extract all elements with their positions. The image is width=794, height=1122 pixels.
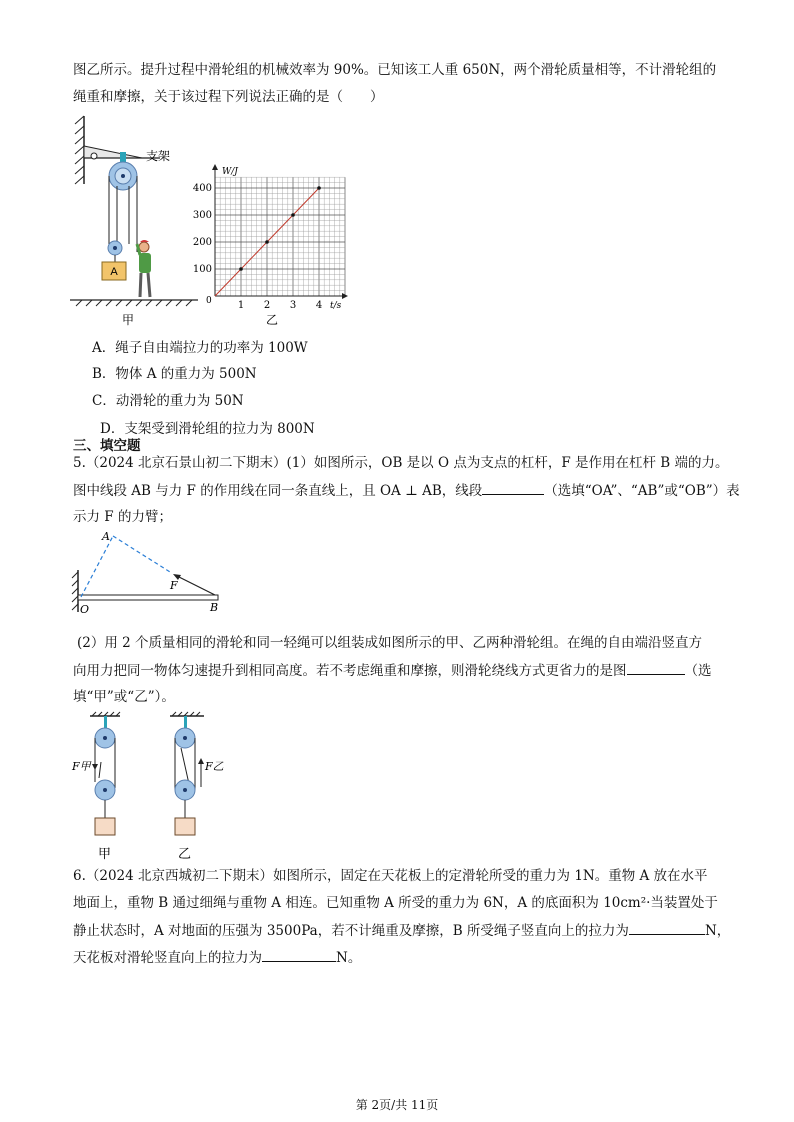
q4-figure-jia (70, 112, 200, 327)
lever-label-a: A (102, 530, 110, 543)
q6-text-line4 (73, 947, 361, 968)
q6-text-line3-end: N， (704, 923, 731, 939)
block-a-label: A (110, 266, 118, 278)
q5-part2-line2-start: 向用力把同一物体匀速提升到相同高度。若不考虑绳重和摩擦，则滑轮绕线方式更省力的是图 (73, 663, 627, 679)
q4-text-line2: 绳重和摩擦，关于该过程下列说法正确的是（ ） (73, 89, 384, 105)
page-footer: 第 2页/共 11页 (355, 1098, 439, 1112)
q6-text-line2: 地面上，重物 B 通过细绳与重物 A 相连。已知重物 A 所受的重力为 6N，A 的底面积为 10cm²·当装置处于 (73, 895, 718, 911)
y-axis-label: W/J (222, 167, 238, 177)
section-title: 三、填空题 (73, 438, 141, 454)
q6-text-line3-start: 静止状态时，A 对地面的压强为 3500Pa，若不计绳重及摩擦，B 所受绳子竖直向上的拉力为 (73, 923, 629, 939)
data-point (239, 267, 243, 271)
figure-jia-caption: 甲 (122, 313, 135, 327)
data-point (291, 213, 295, 217)
lever-label-b: B (210, 601, 219, 614)
q5-pulley-figures (70, 712, 240, 862)
q5-text-line3: 示力 F 的力臂； (73, 509, 172, 525)
figure-yi-caption: 乙 (266, 313, 279, 327)
lever-label-f: F (170, 579, 178, 592)
q5-lever-figure (70, 530, 230, 615)
q6-text-line4-start: 天花板对滑轮竖直向上的拉力为 (73, 950, 262, 966)
pulley-caption-yi: 乙 (178, 847, 192, 862)
q5-part2-line2-end: （选 (684, 663, 712, 679)
origin-label: 0 (206, 296, 212, 306)
force-label-jia: F甲 (72, 760, 91, 773)
y-tick-label: 300 (192, 210, 212, 221)
q4-option-b[interactable]: B．物体 A 的重力为 500N (92, 366, 257, 382)
q4-option-d[interactable]: D．支架受到滑轮组的拉力为 800N (100, 421, 315, 437)
pulley-caption-jia: 甲 (98, 847, 112, 862)
lever-label-o: O (80, 603, 90, 616)
q5-text-line2-end: （选填“OA”、“AB”或“OB”）表 (544, 483, 740, 499)
q5-part2-line1: (2）用 2 个质量相同的滑轮和同一轻绳可以组装成如图所示的甲、乙两种滑轮组。在绳的自由端沿竖直方 (77, 635, 703, 651)
x-axis-label: t/s (330, 301, 342, 311)
q5-blank-1[interactable] (482, 480, 544, 495)
q6-blank-1[interactable] (629, 920, 705, 935)
x-tick-label: 4 (315, 300, 323, 311)
y-axis-arrow (212, 164, 218, 170)
support-label: 支架 (146, 149, 171, 163)
q6-text-line3 (73, 920, 730, 941)
data-point (265, 240, 269, 244)
q6-text-line4-end: N。 (336, 950, 362, 966)
q4-option-c[interactable]: C．动滑轮的重力为 50N (92, 393, 244, 409)
x-tick-label: 3 (289, 300, 297, 311)
q4-text-line1: 图乙所示。提升过程中滑轮组的机械效率为 90%。已知该工人重 650N，两个滑轮质量相等，不计滑轮组的 (73, 62, 717, 78)
q5-text-line1: 5.（2024 北京石景山初二下期末）(1）如图所示，OB 是以 O 点为支点的杠杆，F 是作用在杠杆 B 端的力。 (73, 455, 729, 471)
q5-text-line2 (73, 480, 740, 501)
q6-text-line1: 6.（2024 北京西城初二下期末）如图所示，固定在天花板上的定滑轮所受的重力为 1N。重物 A 放在水平 (73, 868, 708, 884)
y-tick-label: 400 (192, 183, 212, 194)
x-tick-label: 1 (237, 300, 245, 311)
q5-part2-line3: 填“甲”或“乙”）。 (73, 689, 175, 705)
data-point (317, 186, 321, 190)
x-tick-label: 2 (263, 300, 271, 311)
y-tick-label: 200 (192, 237, 212, 248)
q6-blank-2[interactable] (262, 947, 336, 962)
chart-grid (215, 177, 345, 296)
force-label-yi: F乙 (205, 760, 224, 773)
q5-text-line2-start: 图中线段 AB 与力 F 的作用线在同一条直线上，且 OA ⊥ AB，线段 (73, 483, 483, 499)
y-tick-label: 100 (192, 264, 212, 275)
q5-blank-2[interactable] (627, 660, 685, 675)
q4-option-a[interactable]: A．绳子自由端拉力的功率为 100W (92, 340, 308, 356)
q5-part2-line2 (73, 660, 712, 681)
q4-chart-yi (192, 162, 350, 327)
